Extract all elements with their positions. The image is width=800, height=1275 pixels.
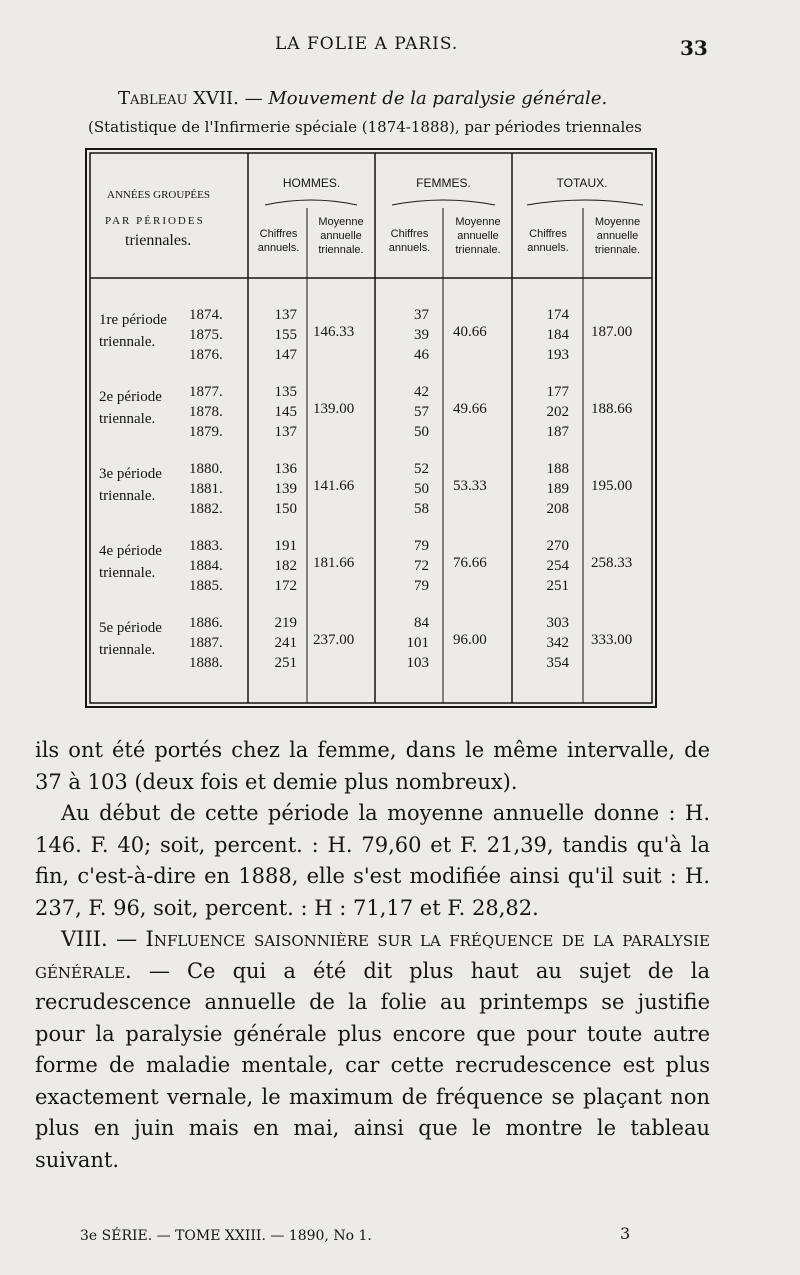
hommes-value: 172	[274, 578, 297, 594]
hommes-value: 155	[274, 327, 297, 343]
year-cell: 1881.	[189, 481, 223, 497]
femmes-average: 96.00	[453, 632, 487, 648]
paragraph-3	[35, 924, 710, 1176]
year-cell: 1883.	[189, 538, 223, 554]
brace-hommes	[265, 200, 357, 205]
hommes-average: 181.66	[313, 555, 355, 571]
table-title-text: Mouvement de la paralysie générale.	[268, 88, 608, 109]
year-cell: 1880.	[189, 461, 223, 477]
year-cell: 1888.	[189, 655, 223, 671]
hommes-value: 145	[274, 404, 297, 420]
hommes-value: 150	[274, 501, 297, 517]
totaux-value: 189	[546, 481, 569, 497]
hommes-value: 182	[274, 558, 297, 574]
femmes-value: 37	[414, 307, 429, 323]
year-cell: 1886.	[189, 615, 223, 631]
hommes-value: 191	[274, 538, 297, 554]
femmes-value: 39	[414, 327, 429, 343]
hommes-value: 137	[274, 424, 297, 440]
year-cell: 1885.	[189, 578, 223, 594]
femmes-value: 72	[414, 558, 429, 574]
header-totaux-chiffres: Chiffres annuels.	[527, 228, 569, 254]
header-totaux-moyenne: Moyenne annuelle triennale.	[594, 216, 641, 256]
footer-text: 3e SÉRIE. — TOME XXIII. — 1890, No 1.	[80, 1228, 372, 1244]
hommes-value: 241	[274, 635, 297, 651]
totaux-value: 251	[546, 578, 569, 594]
totaux-value: 208	[546, 501, 569, 517]
year-cell: 1874.	[189, 307, 223, 323]
hommes-average: 237.00	[313, 632, 355, 648]
hommes-value: 147	[274, 347, 297, 363]
header-hommes-chiffres: Chiffres annuels.	[257, 228, 300, 254]
femmes-value: 101	[406, 635, 429, 651]
period-sublabel: triennale.	[99, 334, 156, 350]
totaux-value: 184	[546, 327, 569, 343]
femmes-average: 40.66	[453, 324, 487, 340]
femmes-average: 49.66	[453, 401, 487, 417]
totaux-value: 303	[546, 615, 569, 631]
totaux-value: 254	[546, 558, 569, 574]
period-label: 1re période	[99, 312, 167, 328]
femmes-average: 76.66	[453, 555, 487, 571]
header-femmes: FEMMES.	[416, 176, 471, 190]
period-sublabel: triennale.	[99, 411, 156, 427]
signature-mark: 3	[620, 1224, 631, 1243]
hommes-value: 219	[274, 615, 297, 631]
year-cell: 1879.	[189, 424, 223, 440]
brace-totaux	[527, 200, 643, 205]
femmes-value: 79	[414, 538, 429, 554]
year-cell: 1875.	[189, 327, 223, 343]
period-sublabel: triennale.	[99, 565, 156, 581]
totaux-value: 193	[546, 347, 569, 363]
table-subtitle: (Statistique de l'Infirmerie spéciale (1874-1888), par périodes triennales	[88, 118, 642, 136]
header-years-line1: ANNÉES GROUPÉES	[107, 189, 210, 201]
totaux-average: 333.00	[591, 632, 633, 648]
running-title: LA FOLIE A PARIS.	[275, 34, 459, 54]
paragraph-3-text: Ce qui a été dit plus haut au sujet de la recrudescence annuelle de la folie au printemps se justifie pour la paralysie générale plus encore que pour toute autre forme de maladie mentale, car cette recrudescence est plus exactement vernale, le maximum de fréquence se plaçant non plus en juin mais en mai, ainsi que le montre le tableau suivant.	[35, 958, 710, 1172]
totaux-value: 174	[546, 307, 569, 323]
femmes-value: 46	[414, 347, 429, 363]
header-years-line2: PAR PÉRIODES	[105, 215, 205, 227]
hommes-value: 139	[274, 481, 297, 497]
footer	[80, 1224, 640, 1244]
header-years-line3: triennales.	[125, 232, 192, 249]
period-label: 3e période	[99, 466, 162, 482]
femmes-value: 57	[414, 404, 429, 420]
period-label: 4e période	[99, 543, 162, 559]
totaux-average: 258.33	[591, 555, 633, 571]
femmes-value: 50	[414, 424, 429, 440]
totaux-value: 270	[546, 538, 569, 554]
table-title-separator: —	[238, 88, 269, 109]
totaux-value: 354	[546, 655, 569, 671]
year-cell: 1878.	[189, 404, 223, 420]
totaux-value: 188	[546, 461, 569, 477]
femmes-value: 50	[414, 481, 429, 497]
period-sublabel: triennale.	[99, 488, 156, 504]
hommes-average: 146.33	[313, 324, 355, 340]
table-label: Tableau XVII.	[118, 88, 239, 109]
femmes-value: 79	[414, 578, 429, 594]
femmes-value: 42	[414, 384, 429, 400]
hommes-average: 141.66	[313, 478, 355, 494]
totaux-average: 188.66	[591, 401, 633, 417]
hommes-average: 139.00	[313, 401, 355, 417]
year-cell: 1882.	[189, 501, 223, 517]
femmes-average: 53.33	[453, 478, 487, 494]
page-number: 33	[680, 36, 708, 60]
header-totaux: TOTAUX.	[556, 176, 608, 190]
hommes-value: 251	[274, 655, 297, 671]
femmes-value: 84	[414, 615, 429, 631]
header-hommes-moyenne: Moyenne annuelle triennale.	[318, 216, 364, 256]
paragraph-2: Au début de cette période la moyenne annuelle donne : H. 146. F. 40; soit, percent. : H. 79,60 et F. 21,39, tandis qu'à la fin, c'est-à-dire en 1888, elle s'est modifiée ainsi qu'il suit : H. 237, F. 96, soit, percent. : H : 71,17 et F. 28,82.	[35, 801, 710, 920]
year-cell: 1877.	[189, 384, 223, 400]
table-title	[118, 88, 607, 109]
body-text	[35, 735, 710, 1176]
header-hommes: HOMMES.	[282, 176, 341, 190]
year-cell: 1876.	[189, 347, 223, 363]
totaux-value: 202	[546, 404, 569, 420]
year-cell: 1884.	[189, 558, 223, 574]
femmes-value: 58	[414, 501, 429, 517]
brace-femmes	[392, 200, 495, 205]
header-femmes-chiffres: Chiffres annuels.	[388, 228, 431, 254]
section-heading: VIII. — Influence saisonnière sur la fréquence de la paralysie générale. —	[35, 927, 710, 983]
totaux-value: 177	[546, 384, 569, 400]
period-sublabel: triennale.	[99, 642, 156, 658]
totaux-value: 187	[546, 424, 569, 440]
hommes-value: 137	[274, 307, 297, 323]
year-cell: 1887.	[189, 635, 223, 651]
header-femmes-moyenne: Moyenne annuelle triennale.	[455, 216, 501, 256]
totaux-average: 187.00	[591, 324, 633, 340]
period-label: 2e période	[99, 389, 162, 405]
paragraph-1: ils ont été portés chez la femme, dans le même intervalle, de 37 à 103 (deux fois et demie plus nombreux).	[35, 738, 710, 794]
totaux-average: 195.00	[591, 478, 633, 494]
hommes-value: 136	[274, 461, 297, 477]
hommes-value: 135	[274, 384, 297, 400]
femmes-value: 52	[414, 461, 429, 477]
paralysis-table	[85, 148, 657, 708]
period-label: 5e période	[99, 620, 162, 636]
femmes-value: 103	[406, 655, 429, 671]
totaux-value: 342	[546, 635, 569, 651]
